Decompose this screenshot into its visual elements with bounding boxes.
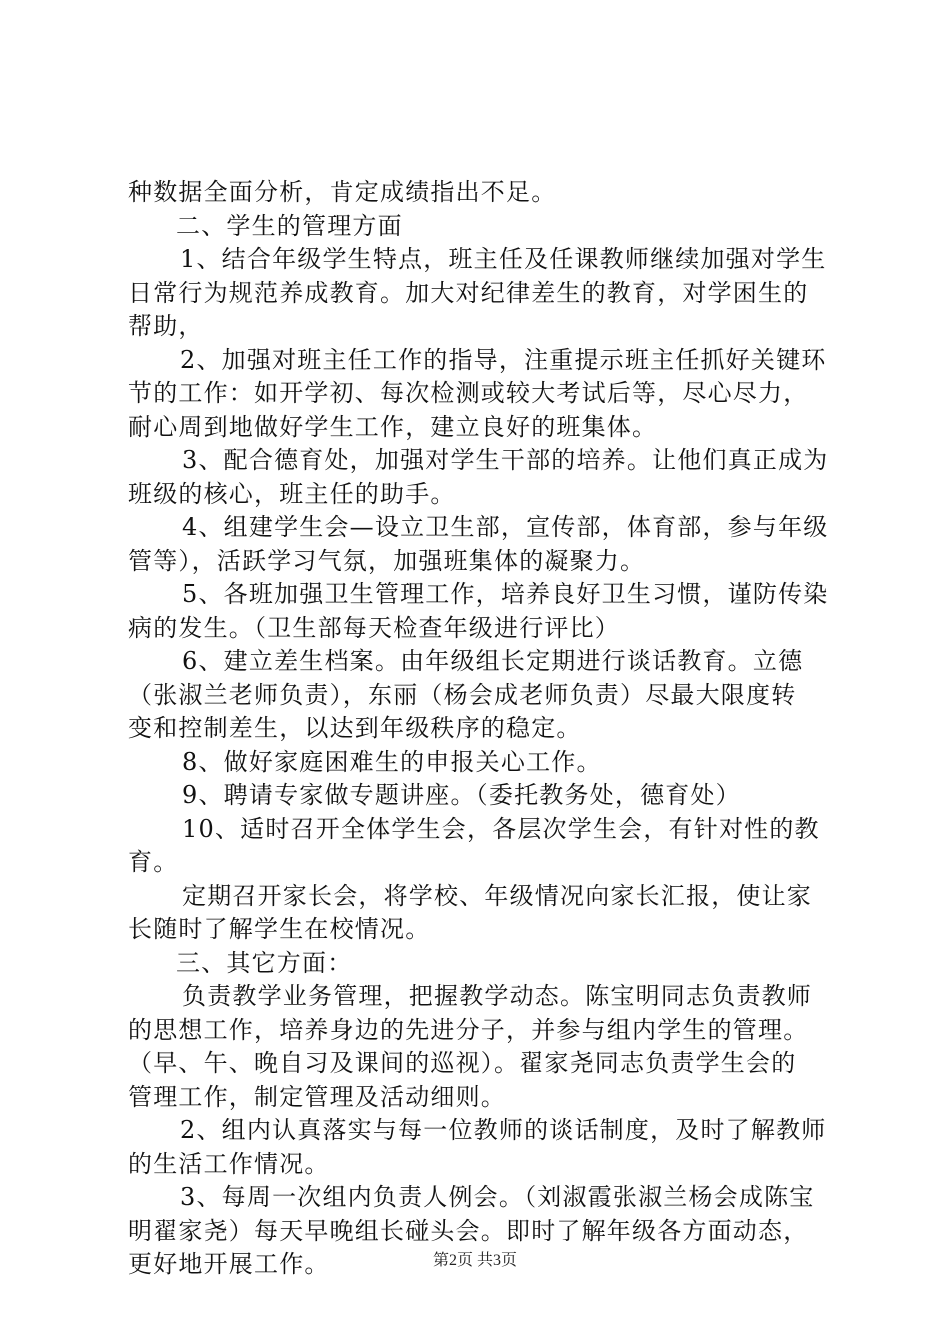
text-line: 变和控制差生，以达到年级秩序的稳定。 [128,714,582,742]
text-line: 10、适时召开全体学生会，各层次学生会，有针对性的教 [182,814,820,843]
section-heading: 二、学生的管理方面 [176,211,403,240]
text-line: 管理工作，制定管理及活动细则。 [128,1082,506,1111]
text-line: 班级的核心，班主任的助手。 [128,479,456,508]
document-body [128,176,838,1282]
text-line: 管等），活跃学习气氛，加强班集体的凝聚力。 [128,546,646,575]
text-line: 2、组内认真落实与每一位教师的谈话制度，及时了解教师 [180,1116,827,1144]
text-line: 种数据全面分析，肯定成绩指出不足。 [128,178,557,206]
section-heading: 三、其它方面： [176,948,353,977]
text-line: （早、午、晚自习及课间的巡视）。翟家尧同志负责学生会的 [128,1049,797,1077]
text-line: 日常行为规范养成教育。加大对纪律差生的教育，对学困生的 [128,278,809,307]
text-line: 节的工作：如开学初、每次检测或较大考试后等，尽心尽力， [128,379,809,407]
text-line: 1、结合年级学生特点，班主任及任课教师继续加强对学生 [180,245,827,273]
text-line: 耐心周到地做好学生工作，建立良好的班集体。 [128,412,658,441]
text-line: 2、加强对班主任工作的指导，注重提示班主任抓好关键环 [180,345,827,374]
text-line: 的思想工作，培养身边的先进分子，并参与组内学生的管理。 [128,1015,809,1044]
page-footer: 第2页 共3页 [432,1252,517,1269]
text-line: 负责教学业务管理，把握教学动态。陈宝明同志负责教师 [182,982,812,1010]
text-line: 病的发生。（卫生部每天检查年级进行评比） [128,613,620,642]
text-line: 3、配合德育处，加强对学生干部的培养。让他们真正成为 [182,446,829,474]
text-line: 8、做好家庭困难生的申报关心工作。 [182,747,602,776]
text-line: 育。 [128,848,179,876]
text-line: 帮助， [128,312,204,340]
text-line: 9、聘请专家做专题讲座。（委托教务处，德育处） [182,781,741,809]
text-line: 定期召开家长会，将学校、年级情况向家长汇报，使让家 [182,881,812,910]
text-line: 3、每周一次组内负责人例会。（刘淑霞张淑兰杨会成陈宝 [180,1183,815,1211]
text-line: 的生活工作情况。 [128,1149,330,1178]
text-line: 长随时了解学生在校情况。 [128,915,431,943]
text-line: 5、各班加强卫生管理工作，培养良好卫生习惯，谨防传染 [182,580,829,608]
text-line: 6、建立差生档案。由年级组长定期进行谈话教育。立德 [182,647,804,675]
text-line: 明翟家尧）每天早晚组长碰头会。即时了解年级各方面动态， [128,1216,809,1245]
text-line: 更好地开展工作。 [128,1250,330,1278]
text-line: （张淑兰老师负责），东丽（杨会成老师负责）尽最大限度转 [128,680,797,709]
text-line: 4、组建学生会—设立卫生部，宣传部，体育部，参与年级 [182,513,829,541]
